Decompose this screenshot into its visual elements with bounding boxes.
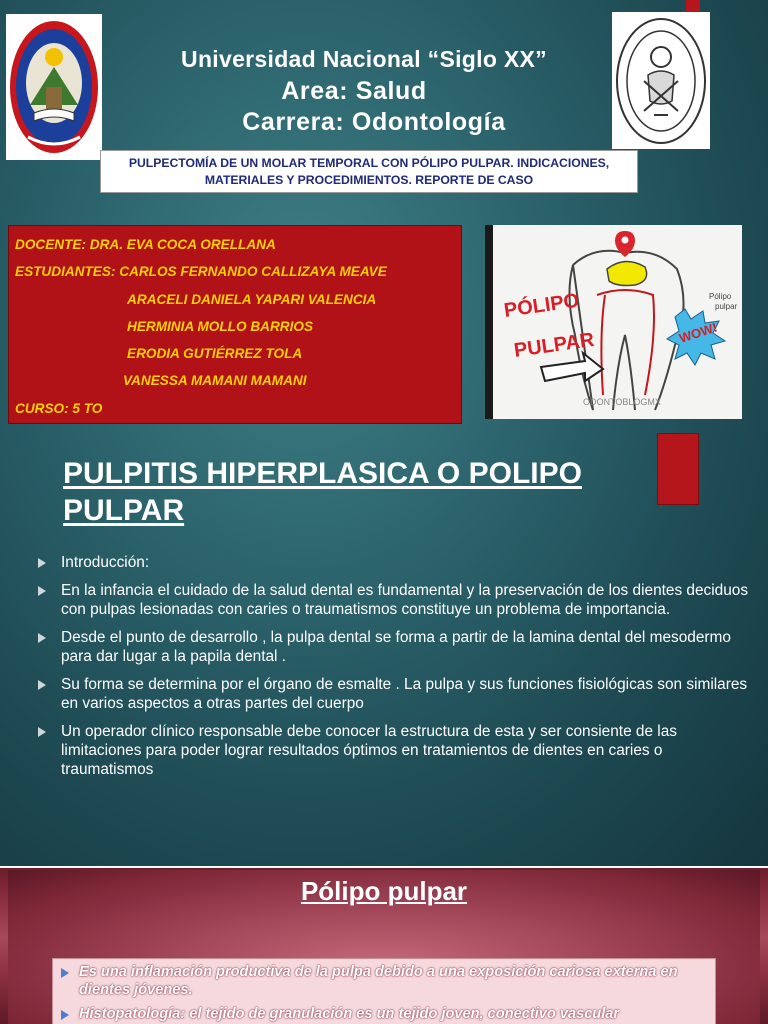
student-name: ERODIA GUTIÉRREZ TOLA xyxy=(127,346,303,362)
bullet-arrow-icon xyxy=(38,558,46,568)
case-title-box xyxy=(100,150,638,193)
polyp-word-1: PÓLIPO xyxy=(502,289,581,322)
bullet-arrow-icon xyxy=(38,680,46,690)
side-label-2: pulpar xyxy=(715,302,738,311)
bullet-arrow-icon xyxy=(38,727,46,737)
bullet-arrow-icon xyxy=(61,968,69,978)
student-name: VANESSA MAMANI MAMANI xyxy=(123,373,307,389)
image-watermark: ODONTOBLOGMX xyxy=(583,397,661,407)
section-heading: PULPITIS HIPERPLASICA O POLIPO PULPAR xyxy=(63,457,582,527)
slide-title: Pólipo pulpar xyxy=(300,876,468,906)
polyp-illustration xyxy=(485,225,742,419)
accent-bar xyxy=(686,0,700,12)
slide-divider xyxy=(0,866,768,868)
university-logo xyxy=(6,14,102,160)
career-name: Carrera: Odontología xyxy=(242,108,506,136)
wow-burst-text: WOW! xyxy=(677,319,720,346)
bullet-list xyxy=(38,553,750,788)
list-item: Es una inflamación productiva de la pulpa debido a una exposición cariosa externa en dientes jóvenes. xyxy=(61,963,707,999)
list-item: En la infancia el cuidado de la salud dental es fundamental y la preservación de los dientes deciduos con pulpas lesionadas con caries o traumatismos constituye un problema de importancia. xyxy=(38,581,750,619)
side-label-1: Pólipo xyxy=(709,292,732,301)
university-seal-icon xyxy=(8,17,100,157)
list-item: Su forma se determina por el órgano de esmalte . La pulpa y sus funciones fisiológicas son similares en varios aspectos a otras partes del cuerpo xyxy=(38,675,750,713)
curso-line: CURSO: 5 TO xyxy=(15,400,103,416)
docente-line: DOCENTE: DRA. EVA COCA ORELLANA xyxy=(15,237,276,252)
area-name: Area: Salud xyxy=(281,77,427,105)
tooth-polyp-icon xyxy=(485,225,742,419)
list-item: Introducción: xyxy=(38,553,750,572)
student-name: ARACELI DANIELA YAPARI VALENCIA xyxy=(127,291,377,307)
university-name: Universidad Nacional “Siglo XX” xyxy=(181,46,547,72)
polyp-word-2: PULPAR xyxy=(512,328,596,362)
student-name: HERMINIA MOLLO BARRIOS xyxy=(127,318,314,334)
bullet-arrow-icon xyxy=(38,633,46,643)
slide-polyp xyxy=(0,866,768,1024)
bullet-arrow-icon xyxy=(61,1010,69,1020)
bullet-arrow-icon xyxy=(38,586,46,596)
list-item: Un operador clínico responsable debe conocer la estructura de esta y ser consiente de las limitaciones para poder lograr resultados óptimos en tratamientos de dientes en caries o traumatismos xyxy=(38,722,750,779)
accent-block xyxy=(657,433,699,505)
definition-box xyxy=(52,958,716,1024)
list-item: Desde el punto de desarrollo , la pulpa dental se forma a partir de la lamina dental del mesodermo para dar lugar a la papila dental . xyxy=(38,628,750,666)
estudiantes-line: ESTUDIANTES: CARLOS FERNANDO CALLIZAYA MEAVE xyxy=(15,264,387,280)
list-item: Histopatología: el tejido de granulación es un tejido joven, conectivo vascular xyxy=(61,1005,707,1023)
dental-seal-icon xyxy=(614,15,708,147)
career-logo xyxy=(612,12,710,149)
case-title: PULPECTOMÍA DE UN MOLAR TEMPORAL CON PÓLIPO PULPAR. INDICACIONES, MATERIALES Y PROCEDIMIENTOS. REPORTE DE CASO xyxy=(128,155,610,187)
credits-box xyxy=(8,225,462,424)
